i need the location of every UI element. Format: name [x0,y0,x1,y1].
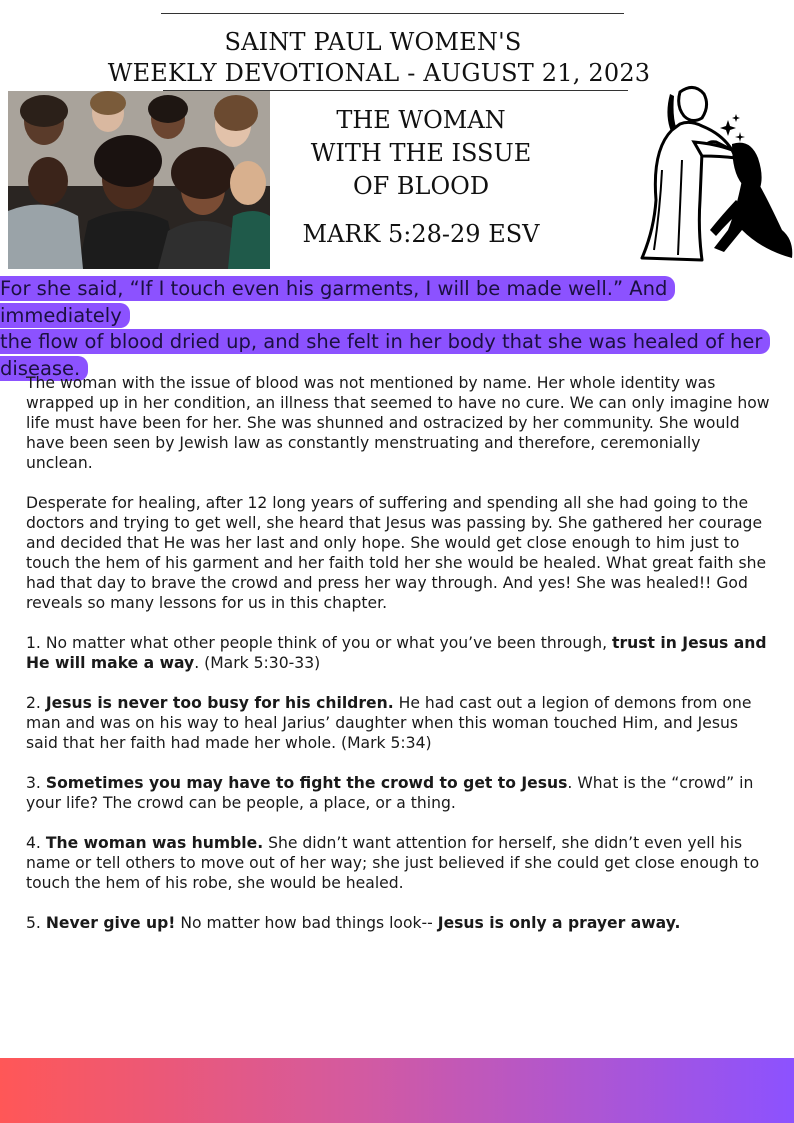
verse-line-2: the flow of blood dried up, and she felt in her body that she was healed of her [0,329,770,354]
lesson-4-number: 4. [26,834,41,852]
lesson-5-emphasis-2: Jesus is only a prayer away. [437,914,681,932]
lesson-5 [26,913,770,933]
lesson-5-text: No matter how bad things look-- [175,914,438,932]
lesson-1-number: 1. [26,634,41,652]
lesson-1-text: No matter what other people think of you or what you’ve been through, [40,634,612,652]
header-subtitle-date: WEEKLY DEVOTIONAL - AUGUST 21, 2023 [107,59,651,87]
lesson-1 [26,633,770,673]
lesson-3 [26,773,770,813]
group-photo-illustration [8,91,270,269]
lesson-2 [26,693,770,753]
paragraph-intro: The woman with the issue of blood was not mentioned by name. Her whole identity was wrapped up in her condition, an illness that seemed to have no cure. We can only imagine how life must have been for her. She was shunned and ostracized by her community. She would have been seen by Jewish law as constantly menstruating and therefore, ceremonially unclean. [26,374,770,472]
lesson-2-number: 2. [26,694,41,712]
lesson-3-emphasis: Sometimes you may have to fight the crowd to get to Jesus [45,774,568,792]
lesson-4-emphasis: The woman was humble. [45,834,264,852]
top-divider [161,13,624,14]
highlighted-verse [0,276,794,382]
lesson-3-text: . What is the “crowd” in your life? The crowd can be people, a place, or a thing. [26,774,754,812]
title-line-1: THE WOMAN [336,106,506,134]
lesson-4-text: She didn’t want attention for herself, she didn’t even yell his name or tell others to move out of her way; she just believed if she could get close enough to touch the hem of his robe, she would be healed. [26,834,760,892]
group-photo [8,91,270,269]
lesson-5-number: 5. [26,914,41,932]
lesson-1-reference: . (Mark 5:30-33) [194,654,321,672]
verse-line-1: For she said, “If I touch even his garments, I will be made well.” And immediately [0,276,675,328]
lesson-2-emphasis: Jesus is never too busy for his children. [45,694,394,712]
paragraph-story: Desperate for healing, after 12 long years of suffering and spending all she had going to the doctors and trying to get well, she heard that Jesus was passing by. She gathered her courage and decided that He was her last and only hope. She would get close enough to him just to touch the hem of his garment and her faith told her she would be healed. What great faith she had that day to brave the crowd and press her way through. And yes! She was healed!! God reveals so many lessons for us in this chapter. [26,494,767,612]
title-line-2: WITH THE ISSUE [310,139,532,167]
verse-line-3: disease. [0,356,88,381]
footer-gradient-bar [0,1058,794,1123]
lesson-5-emphasis: Never give up! [45,914,176,932]
lesson-3-number: 3. [26,774,41,792]
lesson-2-text: He had cast out a legion of demons from one man and was on his way to heal Jarius’ daughter when this woman touched Him, and Jesus said that her faith had made her whole. (Mark 5:34) [26,694,752,752]
lesson-1-emphasis: trust in Jesus and He will make a way [26,634,767,672]
jesus-and-woman-illustration [632,80,794,265]
title-line-3: OF BLOOD [352,172,490,200]
lesson-4 [26,833,770,893]
header-title: SAINT PAUL WOMEN'S [224,28,522,56]
devotional-body [26,373,770,953]
devotional-title [290,104,552,203]
scripture-reference: MARK 5:28-29 ESV [302,220,540,248]
